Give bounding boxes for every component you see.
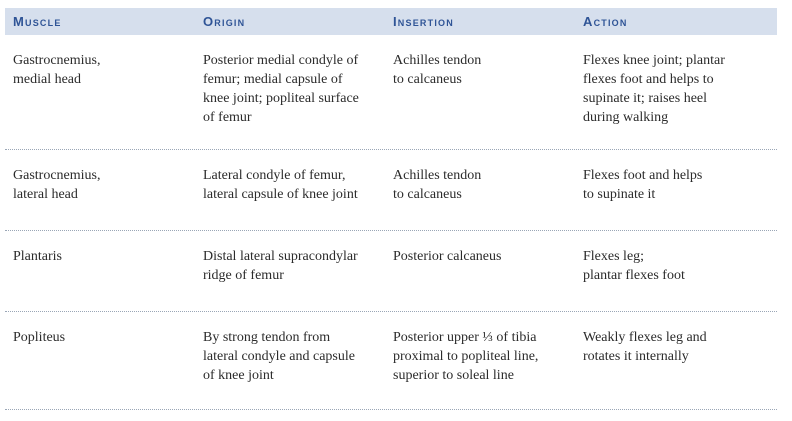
- header-action: Action: [583, 14, 628, 29]
- table-row: [5, 35, 777, 150]
- insertion-cell: Posterior calcaneus: [393, 249, 502, 264]
- origin-cell: Distal lateral supracondylar ridge of femur: [203, 249, 358, 283]
- table-row: [5, 231, 777, 312]
- muscle-cell: Popliteus: [13, 330, 66, 345]
- header-insertion: Insertion: [393, 14, 454, 29]
- muscle-cell: Plantaris: [13, 249, 62, 264]
- muscle-table: [5, 8, 777, 410]
- action-cell: Weakly flexes leg and rotates it internally: [583, 330, 707, 364]
- origin-cell: Lateral condyle of femur, lateral capsule of knee joint: [203, 168, 358, 202]
- muscle-cell: Gastrocnemius, medial head: [13, 53, 101, 87]
- insertion-cell: Achilles tendon to calcaneus: [393, 168, 482, 202]
- insertion-cell: Posterior upper ⅓ of tibia proximal to popliteal line, superior to soleal line: [393, 330, 539, 383]
- origin-cell: Posterior medial condyle of femur; medial capsule of knee joint; popliteal surface of femur: [203, 53, 359, 125]
- muscle-cell: Gastrocnemius, lateral head: [13, 168, 101, 202]
- table-header: [5, 8, 777, 35]
- insertion-cell: Achilles tendon to calcaneus: [393, 53, 482, 87]
- action-cell: Flexes leg; plantar flexes foot: [583, 249, 685, 283]
- header-origin: Origin: [203, 14, 246, 29]
- table-row: [5, 150, 777, 231]
- action-cell: Flexes foot and helps to supinate it: [583, 168, 703, 202]
- table-row: [5, 312, 777, 410]
- origin-cell: By strong tendon from lateral condyle and capsule of knee joint: [203, 330, 355, 383]
- action-cell: Flexes knee joint; plantar flexes foot and helps to supinate it; raises heel during walking: [583, 53, 725, 125]
- header-muscle: Muscle: [13, 14, 62, 29]
